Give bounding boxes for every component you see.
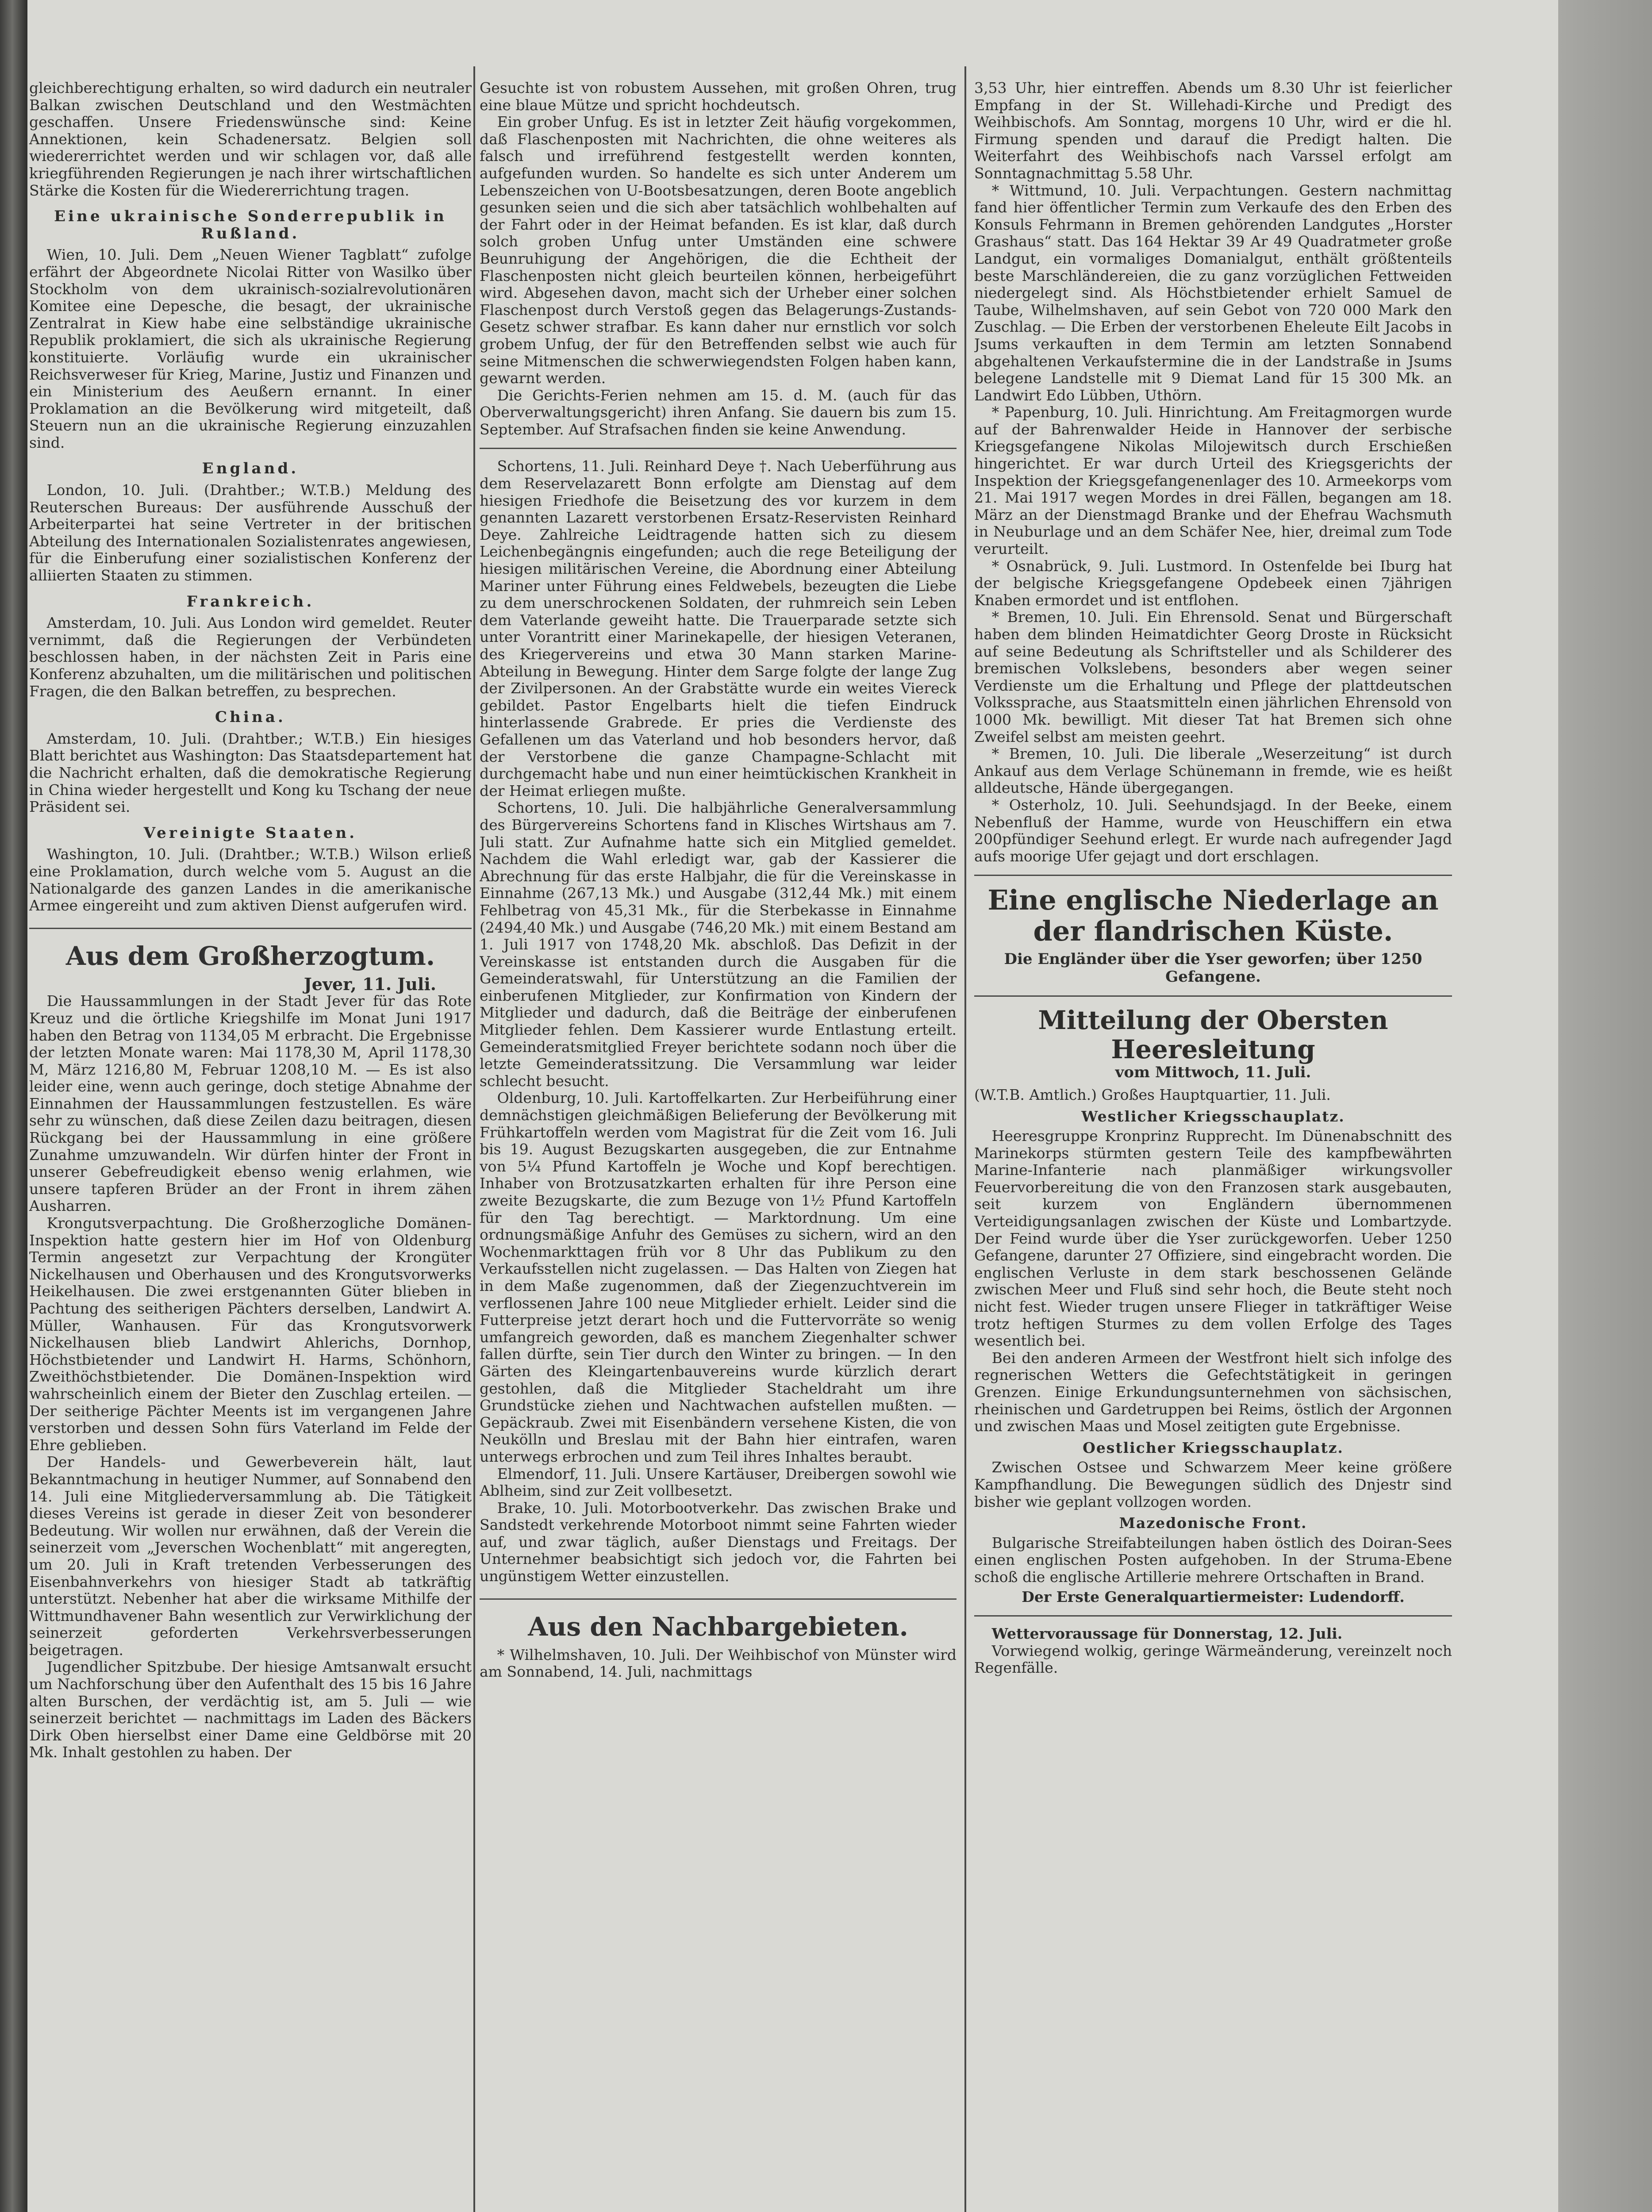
article-paragraph: * Wittmund, 10. Juli. Verpachtungen. Gestern nachmittag fand hier öffentlicher Termin zum Verkaufe des den Erben des Konsuls Fehrmann in Bremen gehörenden Landgutes „Horster Grashaus“ statt. Das 164 Hektar 39 Ar 49 Quadratmeter große Landgut, ein vormaliges Domanialgut, enthält größtenteils beste Marschländereien, die zu ganz vorzüglichen Fettweiden niedergelegt sind. Als Höchstbietender erhielt Samuel de Taube, Wilhelmshaven, auf sein Gebot von 720 000 Mark den Zuschlag. — Die Erben der verstorbenen Eheleute Eilt Jacobs in Jsums verkauften in dem Termin am letzten Sonnabend abgehaltenen Verkaufstermine die in der Landstraße in Jsums belegene Landstelle mit 9 Diemat Land für 15 300 Mk. an Landwirt Edo Lübben, Uthörn. xyxy=(974,181,1452,404)
separator-rule xyxy=(974,995,1452,997)
article-paragraph: Zwischen Ostsee und Schwarzem Meer keine größere Kampfhandlung. Die Bewegungen südlich des Dnjestr sind bisher wie geplant vollzogen worden. xyxy=(974,1459,1452,1510)
column-rule xyxy=(964,66,966,2212)
report-signature: Der Erste Generalquartiermeister: Ludendorff. xyxy=(1022,1588,1405,1605)
war-report-subheadline: Die Engländer über die Yser geworfen; über 1250 Gefangene. xyxy=(1004,950,1422,986)
page-margin xyxy=(1558,0,1652,2212)
article-paragraph: Oldenburg, 10. Juli. Kartoffelkarten. Zur Herbeiführung einer demnächstigen gleichmäßigen Belieferung der Bevölkerung mit Frühkartoffeln werden vom Magistrat für die Zeit vom 16. Juli bis 19. August Bezugskarten ausgegeben, die zur Entnahme von 5¼ Pfund Kartoffeln je Woche und Kopf berechtigen. Inhaber von Brotzusatzkarten erhalten für ihre Person eine zweite Bezugskarte, die zum Bezuge von 1½ Pfund Kartoffeln für den Tag berechtigt. — Marktordnung. Um eine ordnungsmäßige Anfuhr des Gemüses zu sichern, wird an den Wochenmarkttagen früh vor 8 Uhr das Publikum zu den Verkaufsstellen nicht zugelassen. — Das Halten von Ziegen hat in dem Maße zugenommen, daß der Ziegenzuchtverein im verflossenen Jahre 100 neue Mitglieder erhielt. Leider sind die Futterpreise jetzt derart hoch und die Futtervorräte so wenig umfangreich geworden, daß es manchem Ziegenhalter schwer fallen dürfte, sein Tier durch den Winter zu bringen. — In den Gärten des Kleingartenbauvereins wurde kürzlich derart gestohlen, daß die Mitglieder Stacheldraht um ihre Grundstücke ziehen und Nachtwachen aufstellen mußten. — Gepäckraub. Zwei mit Eisenbändern versehene Kisten, die von Neukölln und Breslau mit der Bahn hier eintrafen, waren unterwegs erbrochen und zum Teil ihres Inhaltes beraubt. xyxy=(480,1089,957,1465)
article-paragraph: * Bremen, 10. Juli. Ein Ehrensold. Senat und Bürgerschaft haben dem blinden Heimatdichter Georg Droste in Rücksicht auf seine Bedeutung als Schriftsteller und als Schilderer des bremischen Volkslebens, besonders aber wegen seiner Verdienste um die Erhaltung und Pflege der plattdeutschen Volkssprache, aus Staatsmitteln einen jährlichen Ehrensold von 1000 Mk. bewilligt. Mit dieser Tat hat Bremen sich ohne Zweifel selbst am meisten geehrt. xyxy=(974,608,1452,745)
article-paragraph: Amsterdam, 10. Juli. (Drahtber.; W.T.B.) Ein hiesiges Blatt berichtet aus Washington: Das Staatsdepartement hat die Nachricht erhalten, daß die demokratische Regierung in China wieder hergestellt und Kong ku Tschang der neue Präsident sei. xyxy=(29,730,472,816)
report-date: vom Mittwoch, 11. Juli. xyxy=(1115,1064,1311,1082)
page-gutter xyxy=(0,0,27,2212)
separator-rule xyxy=(974,875,1452,876)
separator-rule xyxy=(480,448,957,449)
column-left xyxy=(27,80,472,2212)
section-heading: Aus den Nachbargebieten. xyxy=(480,1598,957,1642)
newspaper-page xyxy=(27,0,1558,2212)
article-paragraph: Brake, 10. Juli. Motorbootverkehr. Das zwischen Brake und Sandstedt verkehrende Motorboot nimmt seine Fahrten wieder auf, und zwar täglich, außer Dienstags und Freitags. Der Unternehmer beabsichtigt sich jedoch vor, die Fahrten bei ungünstigem Wetter einzustellen. xyxy=(480,1499,957,1585)
war-report-headline: Eine englische Niederlage an der flandrischen Küste. xyxy=(987,884,1439,948)
article-paragraph: Ein grober Unfug. Es ist in letzter Zeit häufig vorgekommen, daß Flaschenposten mit Nachrichten, die ohne weiteres als falsch und irreführend festgestellt werden konnten, aufgefunden wurden. So handelte es sich unter Anderem um Lebenszeichen von U-Bootsbesatzungen, deren Boote angeblich gesunken seien und die sich aber tatsächlich wohlbehalten auf der Fahrt oder in der Heimat befanden. Es ist klar, daß durch solch groben Unfug unter Umständen eine schwere Beunruhigung der Angehörigen, die die Echtheit der Flaschenposten nicht gleich beurteilen können, herbeigeführt wird. Abgesehen davon, macht sich der Urheber einer solchen Flaschenpost durch Verstoß gegen das Belagerungs-Zustands-Gesetz schwer strafbar. Es kann daher nur ernstlich vor solch grobem Unfug, der für den Betreffenden selbst wie auch für seine Mitmenschen die schwerwiegendsten Folgen haben kann, gewarnt werden. xyxy=(480,113,957,387)
article-heading: Eine ukrainische Sonderrepublik in Rußland. xyxy=(54,207,447,242)
article-paragraph: 3,53 Uhr, hier eintreffen. Abends um 8.30 Uhr ist feierlicher Empfang in der St. Willehadi-Kirche und Predigt des Weihbischofs. Am Sonntag, morgens 10 Uhr, wird er die hl. Firmung spenden und darauf die Predigt halten. Die Weiterfahrt des Weihbischofs nach Varssel erfolgt am Sonntagnachmittag 5.58 Uhr. xyxy=(974,80,1452,182)
weather-forecast-label: Wettervoraussage für Donnerstag, 12. Juli. xyxy=(991,1625,1343,1643)
report-title: Mitteilung der Obersten Heeresleitung xyxy=(1038,1005,1388,1065)
article-paragraph: Die Gerichts-Ferien nehmen am 15. d. M. (auch für das Oberverwaltungsgericht) ihren Anfang. Sie dauern bis zum 15. September. Auf Strafsachen finden sie keine Anwendung. xyxy=(480,386,957,438)
article-paragraph: Bei den anderen Armeen der Westfront hielt sich infolge des regnerischen Wetters die Gefechtstätigkeit in geringen Grenzen. Einige Erkundungsunternehmen von sächsischen, rheinischen und Gardetruppen bei Reims, östlich der Argonnen und zwischen Maas und Mosel zeitigten gute Ergebnisse. xyxy=(974,1349,1452,1435)
article-paragraph: London, 10. Juli. (Drahtber.; W.T.B.) Meldung des Reuterschen Bureaus: Der ausführende Ausschuß der Arbeiterpartei hat seine Vertreter in der britischen Abteilung des Internationalen Sozialistenrates angewiesen, für die Einberufung einer sozialistischen Konferenz der alliierten Staaten zu stimmen. xyxy=(29,481,472,584)
article-paragraph: * Osnabrück, 9. Juli. Lustmord. In Ostenfelde bei Iburg hat der belgische Kriegsgefangene Opdebeek einen 7jährigen Knaben ermordet und ist entflohen. xyxy=(974,557,1452,609)
headquarters-line: (W.T.B. Amtlich.) Großes Hauptquartier, 11. Juli. xyxy=(974,1086,1331,1103)
article-paragraph: Die Haussammlungen in der Stadt Jever für das Rote Kreuz und die örtliche Kriegshilfe im Monat Juni 1917 haben den Betrag von 1134,05 M erbracht. Die Ergebnisse der letzten Monate waren: Mai 1178,30 M, April 1178,30 M, März 1216,80 M, Februar 1208,10 M. — Es ist also leider eine, wenn auch geringe, doch stetige Abnahme der Einnahmen der Haussammlungen festzustellen. Es wäre sehr zu wünschen, daß diese Zeilen dazu beitragen, diesen Rückgang bei der Haussammlung in eine größere Zunahme umzuwandeln. Wir dürfen hinter der Front in unserer Gebefreudigkeit ebenso wenig erlahmen, wie unsere tapferen Brüder an der Front in ihrem zähen Ausharren. xyxy=(29,992,472,1215)
article-paragraph: * Osterholz, 10. Juli. Seehundsjagd. In der Beeke, einem Nebenfluß der Hamme, wurde von Heuschiffern ein etwa 200pfündiger Seehund erlegt. Er wurde nach aufregender Jagd aufs moorige Ufer gejagt und dort erschlagen. xyxy=(974,796,1452,865)
article-paragraph: * Bremen, 10. Juli. Die liberale „Weserzeitung“ ist durch Ankauf aus dem Verlage Schünemann in fremde, wie es heißt alldeutsche, Hände übergegangen. xyxy=(974,745,1452,797)
country-heading: China. xyxy=(215,708,286,726)
article-paragraph: Wien, 10. Juli. Dem „Neuen Wiener Tagblatt“ zufolge erfährt der Abgeordnete Nicolai Ritter von Wasilko über Stockholm von dem ukrainisch-sozialrevolutionären Komitee eine Depesche, die besagt, der ukrainische Zentralrat in Kiew habe eine selbständige ukrainische Republik proklamiert, die sich als ukrainische Regierung konstituierte. Vorläufig wurde ein ukrainischer Reichsverweser für Krieg, Marine, Justiz und Finanzen und ein Ministerium des Aeußern ernannt. In einer Proklamation an die Bevölkerung wird mitgeteilt, daß Steuern nun an die ukrainische Regierung einzuzahlen sind. xyxy=(29,246,472,451)
article-paragraph: Heeresgruppe Kronprinz Rupprecht. Im Dünenabschnitt des Marinekorps stürmten gestern Teile des kampfbewährten Marine-Infanterie nach planmäßiger wirkungsvoller Feuervorbereitung die von den Franzosen stark ausgebauten, seit kurzem von Engländern übernommenen Verteidigungsanlagen zwischen der Küste und Lombartzyde. Der Feind wurde über die Yser zurückgeworfen. Ueber 1250 Gefangene, darunter 27 Offiziere, sind eingebracht worden. Die englischen Verluste in dem stark beschossenen Gelände zwischen Meer und Fluß sind sehr hoch, die Beute steht noch nicht fest. Wieder trugen unsere Flieger in tatkräftiger Weise trotz heftigen Sturmes zu dem vollen Erfolge des Tages wesentlich bei. xyxy=(974,1127,1452,1350)
article-paragraph: Washington, 10. Juli. (Drahtber.; W.T.B.) Wilson erließ eine Proklamation, durch welche vom 5. August an die Nationalgarde des ganzen Landes in die amerikanische Armee eingereiht und zum aktiven Dienst aufgerufen wird. xyxy=(29,845,472,914)
separator-rule xyxy=(974,1615,1452,1617)
article-paragraph: Krongutsverpachtung. Die Großherzogliche Domänen-Inspektion hatte gestern hier im Hof von Oldenburg Termin angesetzt zur Verpachtung der Krongüter Nickelhausen und Oberhausen und des Krongutsvorwerks Heikelhausen. Die zwei erstgenannten Güter blieben in Pachtung des seitherigen Pächters derselben, Landwirt A. Müller, Wanhausen. Für das Krongutsvorwerk Nickelhausen blieb Landwirt Ahlerichs, Dornhop, Höchstbietender und Landwirt H. Harms, Schönhorn, Zweithöchstbietender. Die Domänen-Inspektion wird wahrscheinlich einem der Bieter den Zuschlag erteilen. — Der seitherige Pächter Meents ist im vergangenen Jahre verstorben und dessen Sohn fürs Vaterland im Felde der Ehre geblieben. xyxy=(29,1214,472,1454)
front-heading: Mazedonische Front. xyxy=(1119,1514,1307,1532)
section-heading: Aus dem Großherzogtum. xyxy=(29,928,472,972)
article-intro: gleichberechtigung erhalten, so wird dadurch ein neutraler Balkan zwischen Deutschland und den Westmächten geschaffen. Unsere Friedenswünsche sind: Keine Annektionen, kein Schadenersatz. Belgien soll wiedererrichtet werden und wir schlagen vor, daß alle kriegführenden Regierungen je nach ihrer wirtschaftlichen Stärke die Kosten für die Wiedererrichtung tragen. xyxy=(29,80,472,199)
country-heading: Vereinigte Staaten. xyxy=(143,824,357,842)
dateline: Jever, 11. Juli. xyxy=(304,974,436,994)
article-paragraph: * Wilhelmshaven, 10. Juli. Der Weihbischof von Münster wird am Sonnabend, 14. Juli, nachmittags xyxy=(480,1646,957,1681)
column-middle xyxy=(480,80,957,2212)
article-paragraph: Der Handels- und Gewerbeverein hält, laut Bekanntmachung in heutiger Nummer, auf Sonnabend den 14. Juli eine Mitgliederversammlung ab. Die Tätigkeit dieses Vereins ist gerade in dieser Zeit von besonderer Bedeutung. Wir wollen nur erwähnen, daß der Verein die seinerzeit vom „Jeverschen Wochenblatt“ mit angeregten, um 20. Juli in Kraft tretenden Verbesserungen des Eisenbahnverkehrs von hiesiger Stadt ab tatkräftig unterstützt. Nebenher hat aber die wirksame Mithilfe der Wittmundhavener Bahn wesentlich zur Verwirklichung der seinerzeit geforderten Verkehrsverbesserungen beigetragen. xyxy=(29,1453,472,1659)
column-right xyxy=(974,80,1452,2212)
article-paragraph: Amsterdam, 10. Juli. Aus London wird gemeldet. Reuter vernimmt, daß die Regierungen der Verbündeten beschlossen haben, in der nächsten Zeit in Paris eine Konferenz abzuhalten, um die militärischen und politischen Fragen, die den Balkan betreffen, zu besprechen. xyxy=(29,614,472,700)
article-paragraph: Schortens, 11. Juli. Reinhard Deye †. Nach Ueberführung aus dem Reservelazarett Bonn erfolgte am Dienstag auf dem hiesigen Friedhofe die Beisetzung des vor kurzem in dem genannten Lazarett verstorbenen Ersatz-Reservisten Reinhard Deye. Zahlreiche Leidtragende hatten sich zu diesem Leichenbegängnis eingefunden; auch die rege Beteiligung der hiesigen militärischen Vereine, die Abordnung einer Abteilung Mariner unter Führung eines Feldwebels, bezeugten die Liebe zu dem unerschrockenen Soldaten, der ruhmreich sein Leben dem Vaterlande geweiht hatte. Die Trauerparade setzte sich unter Vorantritt einer Marinekapelle, der hiesigen Veteranen, des Kriegervereins und etwa 30 Mann starken Marine-Abteilung in Bewegung. Hinter dem Sarge folgte der lange Zug der Zivilpersonen. An der Grabstätte wurde ein weites Viereck gebildet. Pastor Engelbarts hielt die tiefen Eindruck hinterlassende Grabrede. Er pries die Verdienste des Gefallenen um das Vaterland und hob besonders hervor, daß der Verstorbene die ganze Champagne-Schlacht mit durchgemacht habe und nun einer heimtückischen Krankheit in der Heimat erliegen mußte. xyxy=(480,457,957,799)
column-rule xyxy=(473,66,475,2212)
article-paragraph: Schortens, 10. Juli. Die halbjährliche Generalversammlung des Bürgervereins Schortens fand in Klisches Wirtshaus am 7. Juli statt. Zur Aufnahme hatte sich ein Mitglied gemeldet. Nachdem die Wahl erledigt war, gab der Kassierer die Abrechnung für das erste Halbjahr, die für die Vereinskasse in Einnahme (267,13 Mk.) und Ausgabe (312,44 Mk.) mit einem Fehlbetrag von 45,31 Mk., für die Sterbekasse in Einnahme (2494,40 Mk.) und Ausgabe (746,20 Mk.) mit einem Bestand am 1. Juli 1917 von 1748,20 Mk. abschloß. Das Defizit in der Vereinskasse ist entstanden durch die Ausgaben für die Gemeinderatswahl, für Unterstützung an die Familien der einberufenen Mitglieder, zur Konfirmation von Kindern der Mitglieder und dadurch, daß die Beiträge der einberufenen Mitglieder fehlen. Dem Kassierer wurde Entlastung erteilt. Gemeinderatsmitglied Freyer berichtete sodann noch über die letzte Gemeinderatssitzung. Die Versammlung war leider schlecht besucht. xyxy=(480,799,957,1090)
front-heading: Westlicher Kriegsschauplatz. xyxy=(1081,1107,1345,1125)
front-heading: Oestlicher Kriegsschauplatz. xyxy=(1083,1439,1344,1456)
article-paragraph: Elmendorf, 11. Juli. Unsere Kartäuser, Dreibergen sowohl wie Ablheim, sind zur Zeit vollbesetzt. xyxy=(480,1465,957,1500)
article-paragraph: * Papenburg, 10. Juli. Hinrichtung. Am Freitagmorgen wurde auf der Bahrenwalder Heide in Hannover der serbische Kriegsgefangene Nikolas Milojewitsch durch Erschießen hingerichtet. Er war durch Urteil des Kriegsgerichts der Inspektion der Kriegsgefangenenlager des 10. Armeekorps vom 21. Mai 1917 wegen Mordes in drei Fällen, begangen am 18. März an der Dienstmagd Branke und der Ehefrau Wachsmuth in Neuburlage und an dem Schäfer Nee, hier, dreimal zum Tode verurteilt. xyxy=(974,403,1452,558)
article-paragraph: Jugendlicher Spitzbube. Der hiesige Amtsanwalt ersucht um Nachforschung über den Aufenthalt des 15 bis 16 Jahre alten Burschen, der verdächtig ist, am 5. Juli — wie seinerzeit berichtet — nachmittags im Laden des Bäckers Dirk Oben hierselbst einer Dame eine Geldbörse mit 20 Mk. Inhalt gestohlen zu haben. Der xyxy=(29,1658,472,1761)
country-heading: England. xyxy=(202,460,299,478)
country-heading: Frankreich. xyxy=(186,592,315,611)
weather-forecast-text: Vorwiegend wolkig, geringe Wärmeänderung, vereinzelt noch Regenfälle. xyxy=(974,1642,1452,1677)
article-paragraph: Gesuchte ist von robustem Aussehen, mit großen Ohren, trug eine blaue Mütze und spricht hochdeutsch. xyxy=(480,80,957,114)
article-paragraph: Bulgarische Streifabteilungen haben östlich des Doiran-Sees einen englischen Posten aufgehoben. In der Struma-Ebene schoß die englische Artillerie mehrere Ortschaften in Brand. xyxy=(974,1534,1452,1586)
